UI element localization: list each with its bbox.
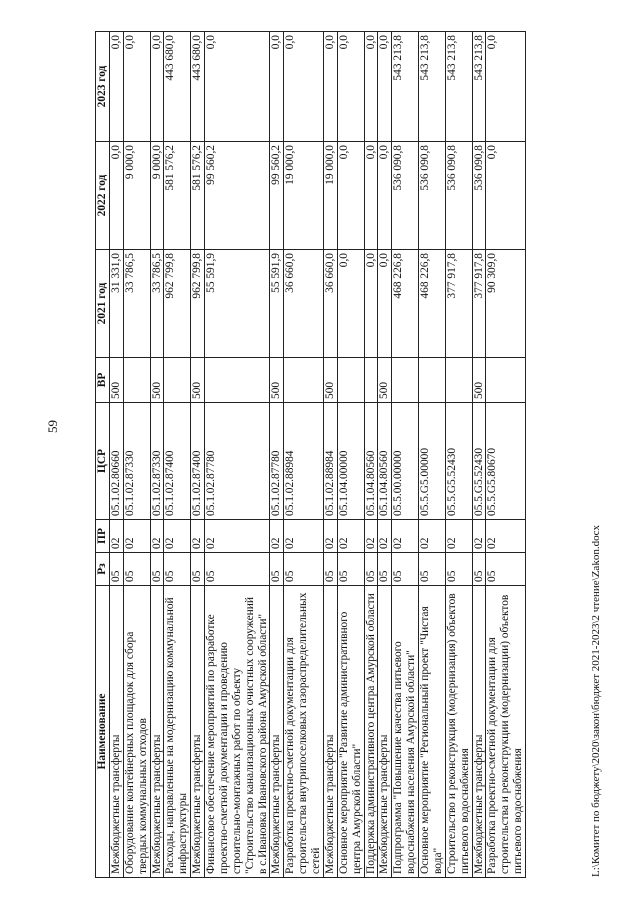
cell-rz: 05 bbox=[150, 553, 164, 586]
table-row bbox=[284, 32, 324, 878]
cell-csr: 05.1.04.80560 bbox=[364, 403, 378, 520]
cell-2022: 9 000,0 bbox=[123, 142, 150, 250]
cell-pr: 02 bbox=[191, 520, 205, 553]
cell-csr: 05.5.G5.52430 bbox=[445, 403, 472, 520]
rotated-table-container bbox=[95, 32, 527, 878]
cell-2023: 443 680,0 bbox=[164, 32, 191, 142]
cell-vr bbox=[164, 358, 191, 403]
cell-vr bbox=[419, 358, 446, 403]
table-row bbox=[472, 32, 486, 878]
cell-name: Межбюджетные трансферты bbox=[109, 586, 123, 878]
cell-csr: 05.1.02.87780 bbox=[270, 403, 284, 520]
cell-2022: 0,0 bbox=[337, 142, 364, 250]
cell-vr: 500 bbox=[109, 358, 123, 403]
cell-2021: 33 786,5 bbox=[123, 250, 150, 358]
cell-rz: 05 bbox=[123, 553, 150, 586]
cell-2023: 443 680,0 bbox=[191, 32, 205, 142]
header-name: Наименование bbox=[96, 586, 110, 878]
cell-pr: 02 bbox=[378, 520, 392, 553]
cell-rz: 05 bbox=[164, 553, 191, 586]
budget-table bbox=[95, 31, 526, 878]
cell-name: Разработка проектно-сметной документации для строительства внутрипоселковых газораспределительных сетей bbox=[284, 586, 324, 878]
cell-2022: 9 000,0 bbox=[150, 142, 164, 250]
header-2021: 2021 год bbox=[96, 250, 110, 358]
cell-2022: 19 000,0 bbox=[284, 142, 324, 250]
table-row bbox=[205, 32, 270, 878]
cell-2023: 0,0 bbox=[378, 32, 392, 142]
cell-csr: 05.1.02.88984 bbox=[323, 403, 337, 520]
cell-2023: 0,0 bbox=[123, 32, 150, 142]
table-row bbox=[337, 32, 364, 878]
cell-2023: 0,0 bbox=[486, 32, 526, 142]
cell-pr: 02 bbox=[445, 520, 472, 553]
cell-2021: 0,0 bbox=[337, 250, 364, 358]
cell-2023: 0,0 bbox=[205, 32, 270, 142]
table-row bbox=[378, 32, 392, 878]
cell-2021: 962 799,8 bbox=[191, 250, 205, 358]
cell-2023: 0,0 bbox=[150, 32, 164, 142]
cell-rz: 05 bbox=[378, 553, 392, 586]
cell-pr: 02 bbox=[392, 520, 419, 553]
footer-file-path: L:\Комитет по бюджету\2020\закон\бюджет 2021-2023\2 чтение\Zakon.docx bbox=[590, 525, 602, 877]
cell-vr bbox=[205, 358, 270, 403]
cell-rz: 05 bbox=[392, 553, 419, 586]
header-rz: Рз bbox=[96, 553, 110, 586]
cell-pr: 02 bbox=[205, 520, 270, 553]
cell-pr: 02 bbox=[109, 520, 123, 553]
cell-vr: 500 bbox=[270, 358, 284, 403]
cell-2021: 33 786,5 bbox=[150, 250, 164, 358]
cell-pr: 02 bbox=[472, 520, 486, 553]
cell-vr bbox=[486, 358, 526, 403]
cell-vr: 500 bbox=[191, 358, 205, 403]
cell-2022: 19 000,0 bbox=[323, 142, 337, 250]
cell-2021: 31 331,0 bbox=[109, 250, 123, 358]
cell-csr: 05.1.02.87330 bbox=[150, 403, 164, 520]
cell-rz: 05 bbox=[472, 553, 486, 586]
cell-vr bbox=[284, 358, 324, 403]
cell-2021: 0,0 bbox=[378, 250, 392, 358]
table-row bbox=[123, 32, 150, 878]
cell-name: Межбюджетные трансферты bbox=[378, 586, 392, 878]
header-vr: ВР bbox=[96, 358, 110, 403]
cell-vr bbox=[445, 358, 472, 403]
cell-name: Финансовое обеспечение мероприятий по разработке проектно-сметной документации и проведению строительно-монтажных работ по объекту "Строительство канализационных очистных сооружений в с.Ивановка Ивановского района Амурской области" bbox=[205, 586, 270, 878]
cell-vr bbox=[364, 358, 378, 403]
cell-name: Межбюджетные трансферты bbox=[150, 586, 164, 878]
header-2022: 2022 год bbox=[96, 142, 110, 250]
cell-2021: 90 309,0 bbox=[486, 250, 526, 358]
cell-2021: 55 591,9 bbox=[270, 250, 284, 358]
cell-csr: 05.1.02.87400 bbox=[164, 403, 191, 520]
header-pr: ПР bbox=[96, 520, 110, 553]
cell-csr: 05.5.G5.00000 bbox=[419, 403, 446, 520]
cell-2021: 377 917,8 bbox=[445, 250, 472, 358]
cell-name: Межбюджетные трансферты bbox=[323, 586, 337, 878]
table-header-row bbox=[96, 32, 110, 878]
cell-pr: 02 bbox=[123, 520, 150, 553]
cell-2021: 962 799,8 bbox=[164, 250, 191, 358]
cell-vr bbox=[337, 358, 364, 403]
cell-rz: 05 bbox=[284, 553, 324, 586]
cell-name: Межбюджетные трансферты bbox=[191, 586, 205, 878]
table-row bbox=[323, 32, 337, 878]
cell-2021: 468 226,8 bbox=[392, 250, 419, 358]
cell-csr: 05.5.G5.80670 bbox=[486, 403, 526, 520]
table-row bbox=[109, 32, 123, 878]
cell-rz: 05 bbox=[205, 553, 270, 586]
cell-csr: 05.1.02.87400 bbox=[191, 403, 205, 520]
cell-2023: 0,0 bbox=[337, 32, 364, 142]
cell-2021: 55 591,9 bbox=[205, 250, 270, 358]
cell-rz: 05 bbox=[337, 553, 364, 586]
cell-2021: 36 660,0 bbox=[323, 250, 337, 358]
cell-pr: 02 bbox=[486, 520, 526, 553]
cell-csr: 05.1.02.80660 bbox=[109, 403, 123, 520]
table-row bbox=[270, 32, 284, 878]
cell-pr: 02 bbox=[419, 520, 446, 553]
cell-name: Расходы, направленные на модернизацию коммунальной инфраструктуры bbox=[164, 586, 191, 878]
cell-csr: 05.1.04.80560 bbox=[378, 403, 392, 520]
cell-2023: 0,0 bbox=[284, 32, 324, 142]
cell-name: Разработка проектно-сметной документации для строительства и реконструкции (модернизации) объектов питьевого водоснабжения bbox=[486, 586, 526, 878]
cell-2023: 0,0 bbox=[323, 32, 337, 142]
header-2023: 2023 год bbox=[96, 32, 110, 142]
cell-2022: 536 090,8 bbox=[472, 142, 486, 250]
cell-2022: 0,0 bbox=[486, 142, 526, 250]
cell-2021: 468 226,8 bbox=[419, 250, 446, 358]
table-row bbox=[150, 32, 164, 878]
cell-vr: 500 bbox=[323, 358, 337, 403]
cell-csr: 05.1.02.87780 bbox=[205, 403, 270, 520]
cell-2022: 536 090,8 bbox=[419, 142, 446, 250]
cell-vr: 500 bbox=[378, 358, 392, 403]
cell-name: Поддержка административного центра Амурской области bbox=[364, 586, 378, 878]
page-number: 59 bbox=[45, 420, 60, 433]
table-row bbox=[392, 32, 419, 878]
cell-name: Межбюджетные трансферты bbox=[270, 586, 284, 878]
cell-rz: 05 bbox=[445, 553, 472, 586]
cell-pr: 02 bbox=[164, 520, 191, 553]
cell-name: Основное мероприятие "Региональный проект "Чистая вода" bbox=[419, 586, 446, 878]
table-row bbox=[419, 32, 446, 878]
cell-vr bbox=[123, 358, 150, 403]
cell-2023: 543 213,8 bbox=[419, 32, 446, 142]
cell-rz: 05 bbox=[419, 553, 446, 586]
table-row bbox=[364, 32, 378, 878]
cell-name: Основное мероприятие "Развитие административного центра Амурской области" bbox=[337, 586, 364, 878]
cell-vr bbox=[392, 358, 419, 403]
cell-csr: 05.5.G5.52430 bbox=[472, 403, 486, 520]
cell-vr: 500 bbox=[472, 358, 486, 403]
cell-2023: 543 213,8 bbox=[445, 32, 472, 142]
cell-csr: 05.1.04.00000 bbox=[337, 403, 364, 520]
cell-rz: 05 bbox=[109, 553, 123, 586]
cell-2021: 36 660,0 bbox=[284, 250, 324, 358]
table-row bbox=[164, 32, 191, 878]
cell-2023: 0,0 bbox=[109, 32, 123, 142]
cell-name: Подпрограмма "Повышение качества питьевого водоснабжения населения Амурской области" bbox=[392, 586, 419, 878]
cell-vr: 500 bbox=[150, 358, 164, 403]
cell-csr: 05.1.02.87330 bbox=[123, 403, 150, 520]
cell-2022: 99 560,2 bbox=[205, 142, 270, 250]
cell-pr: 02 bbox=[270, 520, 284, 553]
cell-csr: 05.5.00.00000 bbox=[392, 403, 419, 520]
table-row bbox=[486, 32, 526, 878]
cell-2022: 99 560,2 bbox=[270, 142, 284, 250]
cell-csr: 05.1.02.88984 bbox=[284, 403, 324, 520]
cell-rz: 05 bbox=[270, 553, 284, 586]
cell-2023: 0,0 bbox=[364, 32, 378, 142]
cell-pr: 02 bbox=[284, 520, 324, 553]
cell-name: Межбюджетные трансферты bbox=[472, 586, 486, 878]
cell-pr: 02 bbox=[323, 520, 337, 553]
cell-name: Строительство и реконструкция (модернизация) объектов питьевого водоснабжения bbox=[445, 586, 472, 878]
cell-pr: 02 bbox=[150, 520, 164, 553]
cell-pr: 02 bbox=[364, 520, 378, 553]
cell-2022: 0,0 bbox=[364, 142, 378, 250]
cell-name: Оборудование контейнерных площадок для сбора твердых коммунальных отходов bbox=[123, 586, 150, 878]
cell-2022: 581 576,2 bbox=[164, 142, 191, 250]
cell-2022: 581 576,2 bbox=[191, 142, 205, 250]
cell-pr: 02 bbox=[337, 520, 364, 553]
cell-rz: 05 bbox=[364, 553, 378, 586]
cell-rz: 05 bbox=[323, 553, 337, 586]
cell-2022: 536 090,8 bbox=[392, 142, 419, 250]
cell-2021: 377 917,8 bbox=[472, 250, 486, 358]
cell-2022: 0,0 bbox=[109, 142, 123, 250]
cell-2022: 536 090,8 bbox=[445, 142, 472, 250]
table-row bbox=[191, 32, 205, 878]
cell-rz: 05 bbox=[191, 553, 205, 586]
cell-2021: 0,0 bbox=[364, 250, 378, 358]
cell-2022: 0,0 bbox=[378, 142, 392, 250]
cell-2023: 0,0 bbox=[270, 32, 284, 142]
cell-rz: 05 bbox=[486, 553, 526, 586]
cell-2023: 543 213,8 bbox=[392, 32, 419, 142]
header-csr: ЦСР bbox=[96, 403, 110, 520]
table-row bbox=[445, 32, 472, 878]
cell-2023: 543 213,8 bbox=[472, 32, 486, 142]
